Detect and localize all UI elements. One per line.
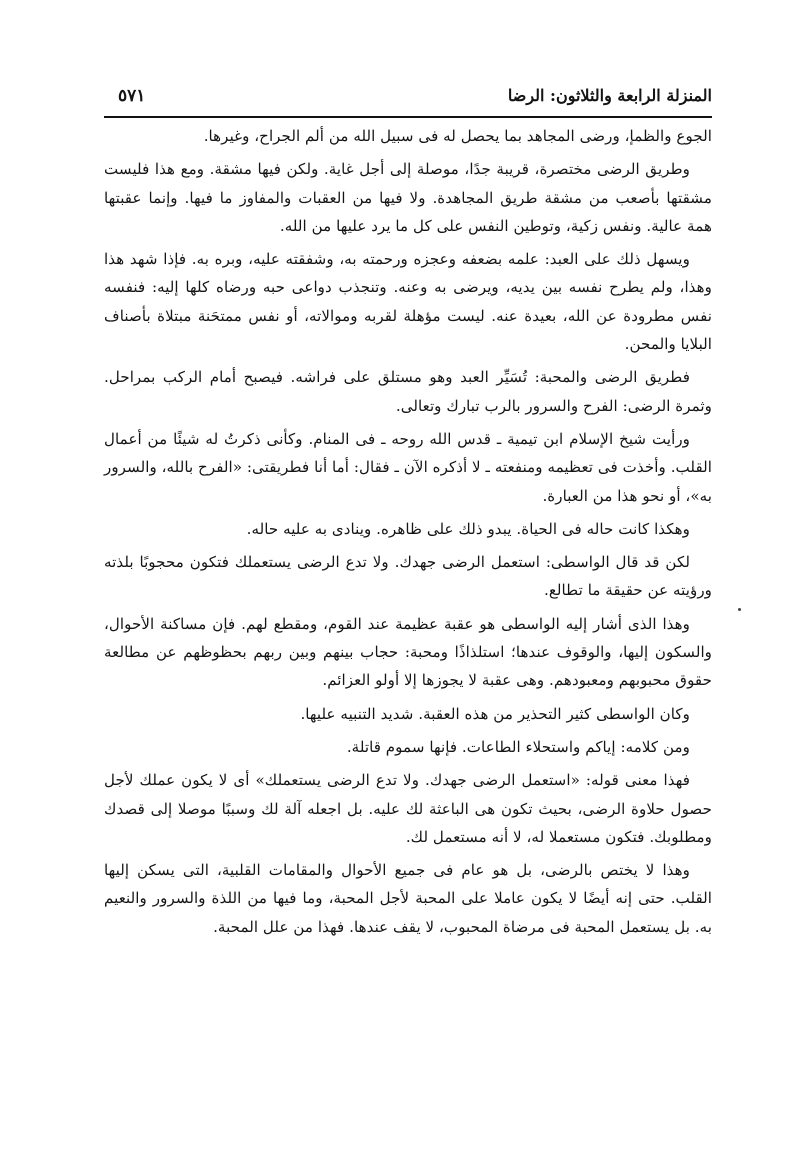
scan-speck: [738, 608, 741, 611]
paragraph: ورأيت شيخ الإسلام ابن تيمية ـ قدس الله روحه ـ فى المنام. وكأنى ذكرتُ له شيئًا من أعمال القلب. وأخذت فى تعظيمه ومنفعته ـ لا أذكره الآن ـ فقال: أما أنا فطريقتى: «الفرح بالله، والسرور به»، أو نحو هذا من العبارة.: [104, 429, 712, 505]
paragraph: وهذا لا يختص بالرضى، بل هو عام فى جميع الأحوال والمقامات القلبية، التى يسكن إليها القلب. حتى إنه أيضًا لا يكون عاملا على المحبة لأجل المحبة، وما فيها من اللذة والسرور والنعيم به. بل يستعمل المحبة فى مرضاة المحبوب، لا يقف عندها. فهذا من علل المحبة.: [104, 861, 712, 936]
page-header: [104, 80, 712, 114]
paragraph: وكان الواسطى كثير التحذير من هذه العقبة. شديد التنبيه عليها.: [300, 704, 690, 723]
paragraph: فطريق الرضى والمحبة: تُسَيِّر العبد وهو مستلق على فراشه. فيصبح أمام الركب بمراحل. وثمرة الرضى: الفرح والسرور بالرب تبارك وتعالى.: [104, 368, 712, 415]
paragraph: وطريق الرضى مختصرة، قريبة جدًا، موصلة إلى أجل غاية. ولكن فيها مشقة. ومع هذا فليست مشقتها بأصعب من مشقة طريق المجاهدة. ولا فيها من العقبات والمفاوز ما فيها. وإنما عقبتها همة عالية. ونفس زكية، وتوطين النفس على كل ما يرد عليها من الله.: [104, 160, 712, 235]
paragraph: ويسهل ذلك على العبد: علمه بضعفه وعجزه ورحمته به، وشفقته عليه، وبره به. فإذا شهد هذا وهذا، ولم يطرح نفسه بين يديه، ويرضى به وعنه. وتنجذب دواعى حبه ورضاه كلها إليه: فنفسه نفس مطرودة عن الله، بعيدة عنه. ليست مؤهلة لقربه وموالاته، أو نفس ممتحَنة مبتلاة بأصناف البلايا والمحن.: [104, 250, 712, 354]
running-title: المنزلة الرابعة والثلاثون: الرضا: [507, 86, 712, 105]
header-rule: [104, 116, 712, 118]
paragraph: فهذا معنى قوله: «استعمل الرضى جهدك. ولا تدع الرضى يستعملك» أى لا يكون عملك لأجل حصول حلاوة الرضى، بحيث تكون هى الباعثة لك عليه. بل اجعله آلة لك وسببًا موصلا إلى قصدك ومطلوبك. فتكون مستعملا له، لا أنه مستعمل لك.: [104, 771, 712, 846]
paragraph-continuation: الجوع والظمإ، ورضى المجاهد بما يحصل له فى سبيل الله من ألم الجراح، وغيرها.: [203, 127, 712, 145]
paragraph: وهذا الذى أشار إليه الواسطى هو عقبة عظيمة عند القوم، ومقطع لهم. فإن مساكنة الأحوال، والسكون إليها، والوقوف عندها؛ استلذاذًا ومحبة: حجاب بينهم وبين ربهم بحظوظهم عن مطالعة حقوق محبوبهم ومعبودهم. وهى عقبة لا يجوزها إلا أولو العزائم.: [104, 614, 712, 690]
page-body: [104, 122, 712, 946]
paragraph: وهكذا كانت حاله فى الحياة. يبدو ذلك على ظاهره. وينادى به عليه حاله.: [246, 519, 690, 538]
paragraph: ومن كلامه: إياكم واستحلاء الطاعات. فإنها سموم قاتلة.: [346, 737, 690, 756]
page-number: ٥٧١: [118, 86, 146, 106]
paragraph: لكن قد قال الواسطى: استعمل الرضى جهدك. ولا تدع الرضى يستعملك فتكون محجوبًا بلذته ورؤيته عن حقيقة ما تطالع.: [104, 553, 712, 600]
